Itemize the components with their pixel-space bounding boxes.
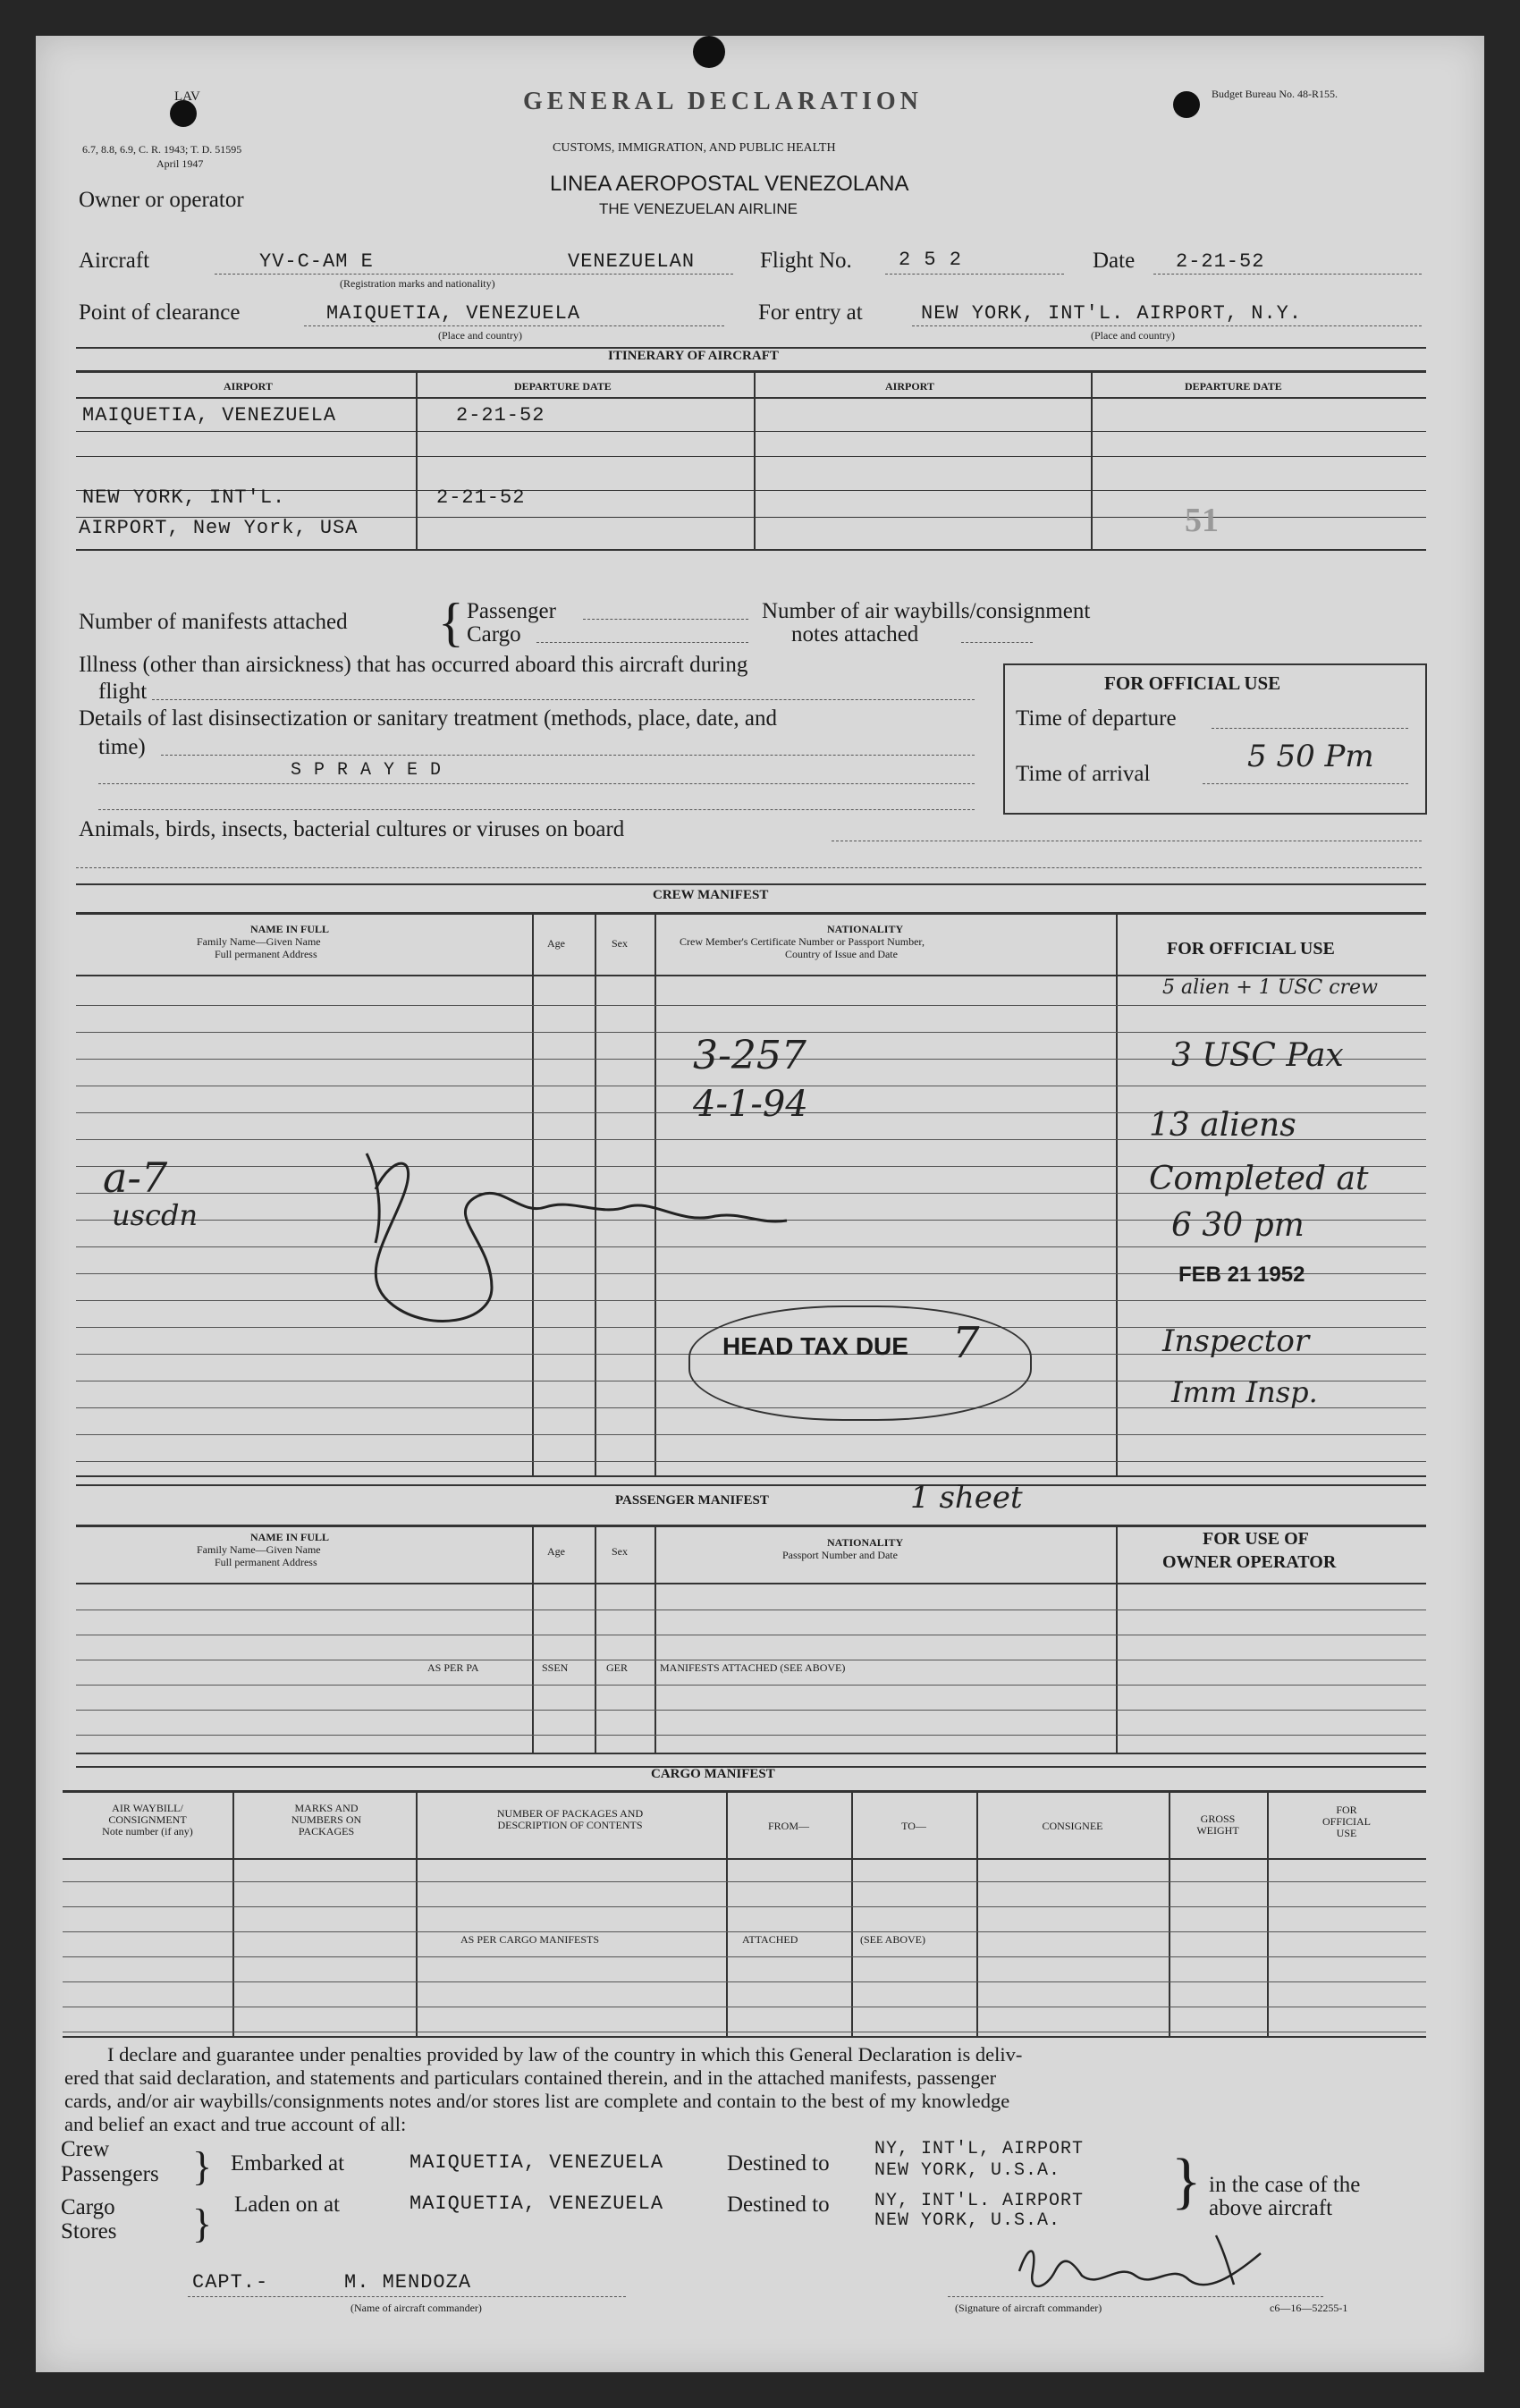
passenger-col-name: NAME IN FULL [250,1531,330,1543]
entry-line [912,325,1422,326]
crew-div-4 [1116,912,1118,1475]
itinerary-div-1 [416,370,418,549]
flight-line [885,274,1064,275]
place-caption-2: (Place and country) [1091,329,1175,342]
disinsect-label-2: time) [98,735,146,759]
entry-label: For entry at [758,300,863,325]
cargo-div-3 [726,1790,728,2036]
passenger-title-rule [76,1525,1426,1527]
cargo-row-rule [63,1981,1426,1982]
cargo-row-rule [63,1956,1426,1957]
commander-caption: (Name of aircraft commander) [350,2302,482,2314]
cargo-row-rule [63,1906,1426,1907]
passenger-sheet-note: 1 sheet [910,1480,1023,1516]
case-text-1: in the case of the [1209,2173,1361,2197]
itinerary-header-rule [76,397,1426,399]
destination-1b: NEW YORK, U.S.A. [874,2160,1061,2181]
disinsect-line-3 [98,809,975,810]
declaration-line-3: cards, and/or air waybills/consignments notes and/or stores list are complete and contain to the best of my knowledge [64,2090,1010,2112]
crew-top-border [76,883,1426,885]
crew-handwritten-b: uscdn [112,1198,198,1232]
inspector-title: Imm Insp. [1171,1375,1318,1409]
budget-bureau: Budget Bureau No. 48-R155. [1212,88,1338,100]
crew-label: Crew [61,2137,110,2161]
crew-row-rule [76,1461,1426,1462]
itinerary-rule [76,370,1426,373]
head-tax-value: 7 [952,1318,980,1368]
destined-label-1: Destined to [727,2151,830,2176]
disinsect-line-2 [98,783,975,784]
crew-col-sex: Sex [612,937,628,950]
passenger-row-text-1: AS PER PA [427,1661,479,1674]
passenger-div-2 [595,1525,596,1753]
form-date: April 1947 [156,157,204,170]
passenger-manifest-title: PASSENGER MANIFEST [615,1493,769,1508]
case-text-2: above aircraft [1209,2196,1333,2220]
official-note-1: 5 alien + 1 USC crew [1162,976,1378,999]
departure-time-line [1212,728,1408,729]
disinsect-value: S P R A Y E D [291,760,443,781]
destination-2b: NEW YORK, U.S.A. [874,2210,1061,2231]
passenger-row-text-3: GER [606,1661,628,1674]
destination-2a: NY, INT'L. AIRPORT [874,2191,1085,2211]
cargo-row-text-3: (SEE ABOVE) [860,1933,925,1946]
cargo-row-text-1: AS PER CARGO MANIFESTS [460,1933,600,1946]
itinerary-row-2 [76,456,1426,457]
crew-row-rule [76,1005,1426,1006]
crew-scribble-signature [340,1136,805,1341]
passenger-div-3 [654,1525,656,1753]
cargo-col-official-3: USE [1336,1827,1357,1839]
passenger-col-nat-sub: Passport Number and Date [782,1549,898,1561]
crew-col-age: Age [547,937,565,950]
arrival-time-line [1203,783,1408,784]
cargo-manifest-title: CARGO MANIFEST [651,1767,775,1781]
crew-col-name-sub2: Full permanent Address [215,948,317,960]
passenger-div-4 [1116,1525,1118,1753]
animals-label: Animals, birds, insects, bacterial cultures or viruses on board [79,817,625,841]
cargo-div-1 [232,1790,234,2036]
cargo-col-marks-3: PACKAGES [298,1825,355,1838]
airline-name-english: THE VENEZUELAN AIRLINE [599,200,798,217]
entry-value: NEW YORK, INT'L. AIRPORT, N.Y. [921,302,1303,325]
passenger-col-name-sub1: Family Name—Given Name [197,1543,321,1556]
cargo-header-rule [63,1858,1426,1860]
flight-label: Flight No. [760,249,852,273]
form-reference: 6.7, 8.8, 6.9, C. R. 1943; T. D. 51595 [82,143,242,156]
signature-line [948,2296,1323,2297]
itinerary-airport-3: AIRPORT, New York, USA [79,517,359,539]
cargo-col-marks-2: NUMBERS ON [291,1813,362,1826]
passenger-col-name-sub2: Full permanent Address [215,1556,317,1568]
aircraft-line [215,274,733,275]
cargo-col-marks-1: MARKS AND [294,1802,359,1814]
captain-value: M. MENDOZA [344,2271,472,2294]
clearance-label: Point of clearance [79,300,241,325]
itinerary-title: ITINERARY OF AIRCRAFT [608,349,779,363]
inspector-signature: Inspector [1162,1323,1310,1359]
brace-crew: } [192,2143,213,2189]
nationality-value: VENEZUELAN [568,250,696,273]
crew-manifest-title: CREW MANIFEST [653,888,769,902]
cargo-line [536,642,748,643]
cargo-bottom [63,2036,1426,2038]
lav-mark: LAV [174,89,200,104]
passenger-row-rule [76,1685,1426,1686]
cargo-footer-label: Cargo [61,2195,115,2219]
passenger-row-text-4: MANIFESTS ATTACHED (SEE ABOVE) [660,1661,846,1674]
passenger-col-owner-2: OWNER OPERATOR [1162,1552,1337,1572]
itinerary-col-airport: AIRPORT [224,380,273,393]
passenger-div-1 [532,1525,534,1753]
passenger-header-rule [76,1583,1426,1584]
aircraft-value: YV-C-AM E [259,250,374,273]
cargo-col-waybill-1: AIR WAYBILL/ [112,1802,183,1814]
cargo-col-weight [1169,1813,1267,1837]
cargo-col-waybill-3: Note number (if any) [102,1825,193,1838]
itinerary-stamp-number: 51 [1185,502,1219,539]
cargo-div-5 [976,1790,978,2036]
airline-name: LINEA AEROPOSTAL VENEZOLANA [550,172,909,196]
crew-col-nationality: NATIONALITY [827,923,904,935]
document-title: GENERAL DECLARATION [523,88,923,115]
captain-line [188,2296,626,2297]
official-note-2: 3 USC Pax [1171,1037,1344,1074]
head-tax-label: HEAD TAX DUE [722,1332,908,1360]
destination-1a: NY, INT'L, AIRPORT [874,2139,1085,2159]
punch-hole-center [693,36,725,68]
laden-label: Laden on at [234,2193,341,2217]
cargo-div-6 [1169,1790,1170,2036]
arrival-time-value: 5 50 Pm [1247,739,1374,774]
itinerary-div-3 [1091,370,1093,549]
passenger-label: Passenger [467,599,556,623]
itinerary-airport-1: MAIQUETIA, VENEZUELA [82,404,337,427]
crew-handwritten-num-1: 3-257 [693,1033,806,1078]
passenger-row-text-2: SSEN [542,1661,569,1674]
cargo-div-7 [1267,1790,1269,2036]
aircraft-label: Aircraft [79,249,150,273]
declaration-line-1: I declare and guarantee under penalties provided by law of the country in which this General Declaration is deliv- [107,2043,1023,2066]
captain-label: CAPT.- [192,2271,269,2294]
registration-caption: (Registration marks and nationality) [340,277,495,290]
signature-caption: (Signature of aircraft commander) [955,2302,1102,2314]
official-note-5: 6 30 pm [1171,1207,1305,1244]
crew-title-rule [76,912,1426,915]
cargo-row-rule [63,1881,1426,1882]
waybills-label: Number of air waybills/consignment [762,599,1091,623]
form-number: c6—16—52255-1 [1270,2302,1348,2314]
place-caption-1: (Place and country) [438,329,522,342]
passenger-top-border [76,1484,1426,1486]
cargo-col-packages-2: DESCRIPTION OF CONTENTS [497,1819,643,1831]
punch-hole-right [1173,91,1200,118]
illness-label-2: flight [98,680,148,704]
itinerary-div-2 [754,370,756,549]
date-value: 2-21-52 [1176,250,1265,273]
brace-cargo: } [192,2201,213,2246]
crew-row-rule [76,1434,1426,1435]
cargo-row-text-2: ATTACHED [742,1933,798,1946]
clearance-line [304,325,724,326]
cargo-title-rule [63,1790,1426,1793]
crew-col-nat-sub1: Crew Member's Certificate Number or Passport Number, [680,935,925,948]
cargo-col-marks [237,1803,416,1838]
passengers-label: Passengers [61,2162,159,2186]
itinerary-col-departure-2: DEPARTURE DATE [1185,380,1282,393]
arrival-time-label: Time of arrival [1016,762,1151,786]
disinsect-line-1 [161,755,975,756]
crew-handwritten-num-2: 4-1-94 [693,1084,808,1125]
date-label: Date [1093,249,1136,273]
crew-handwritten-a: a-7 [103,1153,168,1202]
itinerary-col-departure: DEPARTURE DATE [514,380,612,393]
passenger-col-age: Age [547,1545,565,1558]
passenger-row-rule [76,1735,1426,1736]
cargo-col-weight-1: GROSS [1200,1812,1236,1825]
cargo-label: Cargo [467,622,521,646]
cargo-col-weight-2: WEIGHT [1196,1824,1239,1837]
itinerary-date-1: 2-21-52 [456,404,545,427]
manifests-label: Number of manifests attached [79,610,348,634]
embarked-value: MAIQUETIA, VENEZUELA [410,2151,664,2174]
cargo-col-waybill [63,1803,232,1838]
disinsect-label: Details of last disinsectization or sanitary treatment (methods, place, date, and [79,706,777,731]
passenger-line [583,619,748,620]
passenger-row-rule [76,1710,1426,1711]
document-subtitle: CUSTOMS, IMMIGRATION, AND PUBLIC HEALTH [553,141,836,155]
cargo-col-from: FROM— [767,1820,809,1832]
crew-col-official: FOR OFFICIAL USE [1167,939,1335,959]
itinerary-row-1 [76,431,1426,432]
clearance-value: MAIQUETIA, VENEZUELA [326,302,581,325]
cargo-col-consignee: CONSIGNEE [1042,1820,1103,1832]
stores-label: Stores [61,2219,117,2243]
official-note-4: Completed at [1149,1161,1369,1197]
cargo-col-official-2: OFFICIAL [1322,1815,1371,1828]
cargo-col-packages-1: NUMBER OF PACKAGES AND [496,1807,644,1820]
brace-manifests: { [438,593,464,652]
itinerary-col-airport-2: AIRPORT [885,380,934,393]
head-tax-oval [688,1305,1032,1421]
illness-label: Illness (other than airsickness) that has occurred aboard this aircraft during [79,653,748,677]
notes-line [961,642,1033,643]
declaration-line-2: ered that said declaration, and statements and particulars contained therein, and in the attached manifests, passenger [64,2066,997,2089]
passenger-col-nationality: NATIONALITY [827,1536,904,1549]
notes-label: notes attached [791,622,919,646]
cargo-col-waybill-2: CONSIGNMENT [108,1813,187,1826]
passenger-col-sex: Sex [612,1545,628,1558]
cargo-div-4 [851,1790,853,2036]
embarked-label: Embarked at [231,2151,345,2176]
official-use-title: FOR OFFICIAL USE [1104,672,1281,694]
official-note-3: 13 aliens [1149,1107,1296,1144]
itinerary-bottom [76,549,1426,551]
crew-col-name: NAME IN FULL [250,923,330,935]
passenger-col-owner: FOR USE OF [1203,1529,1309,1549]
official-stamp-date: FEB 21 1952 [1178,1263,1305,1287]
itinerary-airport-2: NEW YORK, INT'L. [82,486,286,509]
cargo-col-to: TO— [901,1820,926,1832]
date-line [1153,274,1422,275]
crew-bottom [76,1475,1426,1477]
cargo-col-official [1267,1804,1426,1839]
cargo-row-rule [63,1931,1426,1932]
brace-case: } [1171,2147,1202,2216]
crew-col-nat-sub2: Country of Issue and Date [785,948,898,960]
laden-value: MAIQUETIA, VENEZUELA [410,2193,664,2215]
animals-line-2 [76,867,1422,868]
destined-label-2: Destined to [727,2193,830,2217]
commander-signature [1001,2226,1270,2298]
cargo-div-2 [416,1790,418,2036]
passenger-bottom [76,1753,1426,1754]
owner-label: Owner or operator [79,188,244,212]
flight-value: 2 5 2 [899,249,963,271]
illness-line [152,699,975,700]
itinerary-date-2: 2-21-52 [436,486,526,509]
departure-time-label: Time of departure [1016,706,1177,731]
crew-col-name-sub1: Family Name—Given Name [197,935,321,948]
declaration-line-4: and belief an exact and true account of all: [64,2113,407,2135]
cargo-col-packages [416,1808,724,1831]
cargo-col-official-1: FOR [1336,1804,1357,1816]
